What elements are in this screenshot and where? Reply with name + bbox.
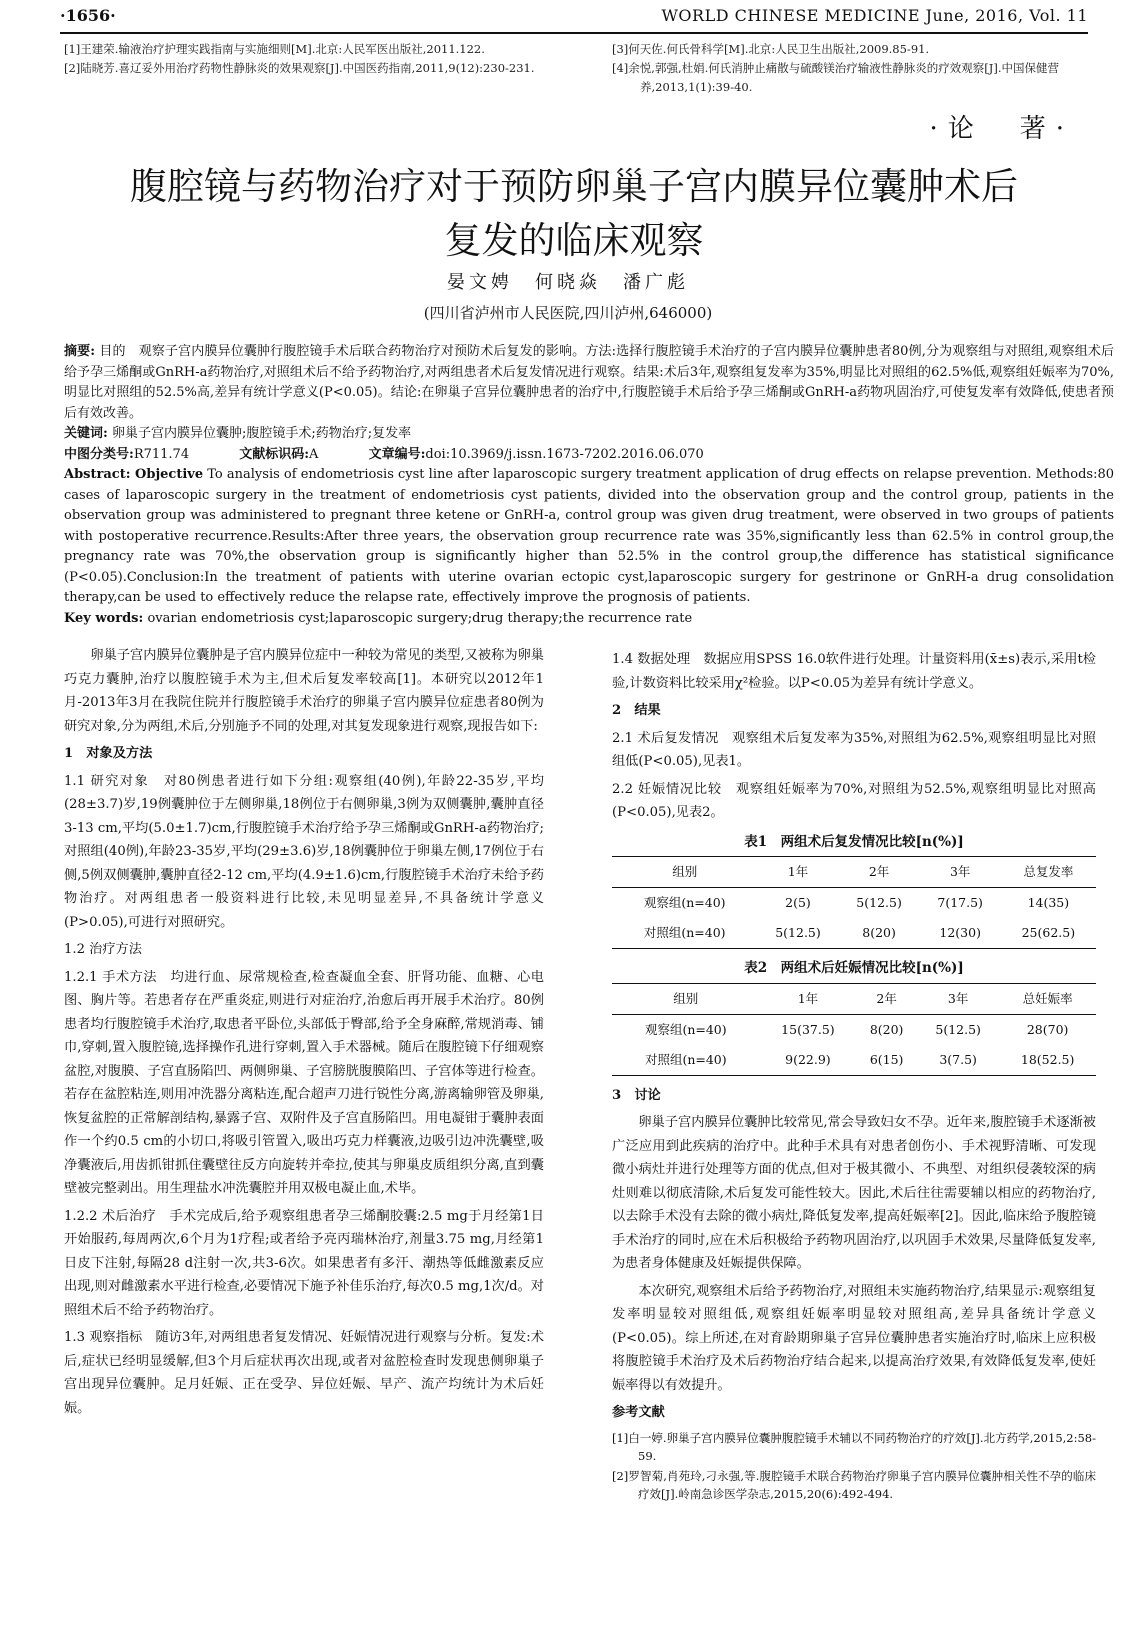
article-title [60,160,1088,268]
doc-code-value: A [309,446,319,462]
table-cell: 3(7.5) [939,1051,977,1067]
section-heading: 2 结果 [612,703,661,718]
recurrence-paragraph: 2.1 术后复发情况 观察组术后复发率为35%,对照组为62.5%,观察组明显比对照组低(P<0.05),见表1。 [612,730,1096,769]
table2-title: 表2 两组术后妊娠情况比较[n(%)] [744,960,964,976]
table-cell: 15(37.5) [781,1021,835,1037]
table-cell: 6(15) [869,1051,904,1067]
table1-title: 表1 两组术后复发情况比较[n(%)] [744,833,964,850]
table-cell: 25(62.5) [1021,925,1076,941]
clc-value: R711.74 [133,446,190,462]
reference-item: [2]陆晓芳.喜辽妥外用治疗药物性静脉炎的效果观察[J].中国医药指南,2011,9(12):230-231. [64,61,535,75]
table-row [612,888,1096,919]
journal-header: WORLD CHINESE MEDICINE June, 2016, Vol. 11 [661,6,1088,25]
reference-item: [3]何天佐.何氏骨科学[M].北京:人民卫生出版社,2009.85-91. [612,42,930,56]
abstract-en-label: Abstract: Objective [64,467,204,482]
table-header-cell: 1年 [797,990,819,1006]
abstract-cn [64,342,1114,424]
reference-item: [2]罗智菊,肖苑玲,刁永强,等.腹腔镜手术联合药物治疗卵巢子宫内膜异位囊肿相关性不孕的临床疗效[J].岭南急诊医学杂志,2015,20(6):492-494. [612,1468,1096,1501]
table-row [612,1045,1096,1076]
table-cell: 对照组(n=40) [643,925,726,941]
table-cell: 观察组(n=40) [643,895,726,911]
table-header-row [612,983,1096,1014]
reference-item: [1]王建荣.输液治疗护理实践指南与实施细则[M].北京:人民军医出版社,2011.122. [64,42,485,56]
previous-article-refs-left [64,40,564,78]
table-cell: 7(17.5) [937,895,983,911]
table-row [612,1014,1096,1045]
table-header-cell: 3年 [947,990,969,1006]
affiliation: (四川省泸州市人民医院,四川泸州,646000) [423,304,713,322]
discussion-paragraph: 本次研究,观察组术后给予药物治疗,对照组未实施药物治疗,结果显示:观察组复发率明显较对照组低,观察组妊娠率明显较对照组高,差异具备统计学意义(P<0.05)。综上所述,在对育龄期卵巢子宫异位囊肿患者实施治疗时,临床上应积极将腹腔镜手术治疗及术后药物治疗结合起来,以提高治疗效果,有效降低复发率,使妊娠率得以有效提升。 [612,1283,1096,1393]
authors: 晏文娉 何晓焱 潘广彪 [447,272,689,293]
table-header-cell: 1年 [787,864,809,880]
abstract-cn-label: 摘要: [64,344,96,359]
table-cell: 12(30) [939,925,981,941]
table-cell: 观察组(n=40) [644,1021,727,1037]
doc-code-label: 文献标识码: [239,446,310,462]
table2-pregnancy [612,983,1096,1076]
article-id-label: 文章编号: [368,446,426,462]
table-header-cell: 2年 [868,864,890,880]
discussion-paragraph: 卵巢子宫内膜异位囊肿比较常见,常会导致妇女不孕。近年来,腹腔镜手术逐渐被广泛应用到此疾病的治疗中。此种手术具有对患者创伤小、手术视野清晰、可发现微小病灶并进行处理等方面的优点,但对于极其微小、不典型、对组织侵袭较深的病灶则难以彻底清除,术后复发可能性较大。因此,术后往往需要辅以相应的药物治疗,以去除手术没有去除的微小病灶,降低复发率,提高妊娠率[2]。因此,临床给予腹腔镜手术治疗的同时,应在术后积极给予药物巩固治疗,以巩固手术效果,尽量降低复发率,为患者身体健康及妊娠提供保障。 [612,1115,1096,1271]
intro-paragraph: 卵巢子宫内膜异位囊肿是子宫内膜异位症中一种较为常见的类型,又被称为卵巢巧克力囊肿,治疗以腹腔镜手术为主,但术后复发率较高[1]。本研究以2012年1月-2013年3月在我院住院并行腹腔镜手术治疗的卵巢子宫内膜异位症患者80例为研究对象,分为两组,术后,分别施予不同的处理,对其复发现象进行观察,现报告如下: [64,648,544,734]
abstract-en-text: To analysis of endometriosis cyst line after laparoscopic surgery treatment application of drug effects on relapse prevention. Methods:80 cases of laparoscopic surgery in the treatment of endometriosis cyst patients, divided into the observation group and the control group, patients in the observation group was administered to pregnant three ketene or GnRH-a, control group was given drug treatment, were observed in two groups of patients with postoperative recurrence.Results:After three years, the observation group recurrence rate was 35%,significantly less than 62.5% in control group,the pregnancy rate was 70%,the observation group is significantly higher than 52.5% in the control group,the difference has statistical significance (P<0.05).Conclusion:In the treatment of patients with uterine ovarian ectopic cyst,laparoscopic surgery for gestrinone or GnRH-a drug consolidation therapy,can be used to effectively reduce the relapse rate, effectively improve the prognosis of patients. [64,467,1114,605]
section-tag: ·论 著· [929,114,1074,144]
keywords-cn-label: 关键词: [64,426,108,441]
pregnancy-paragraph: 2.2 妊娠情况比较 观察组妊娠率为70%,对照组为52.5%,观察组明显比对照高(P<0.05),见表2。 [612,781,1096,820]
surgery-method-paragraph: 1.2.1 手术方法 均进行血、尿常规检查,检查凝血全套、肝肾功能、血糖、心电图、胸片等。若患者存在严重炎症,则进行对症治疗,治愈后再开展手术治疗。80例患者均行腹腔镜手术治疗,取患者平卧位,头部低于臀部,给予全身麻醉,常规消毒、铺巾,穿刺,置入腹腔镜,选择操作孔进行穿刺,置入手术器械。随后在腹腔镜下仔细观察盆腔,对腹膜、子宫直肠陷凹、两侧卵巢、子宫膀胱腹膜陷凹、子宫体等进行检查。若存在盆腔粘连,则用冲洗器分离粘连,配合超声刀进行锐性分离,游离输卵管及卵巢,恢复盆腔的正常解剖结构,暴露子宫、双附件及子宫直肠陷凹。用电凝钳于囊肿表面作一个约0.5 cm的小切口,将吸引管置入,吸出巧克力样囊液,边吸引边冲洗囊壁,吸净囊液后,用齿抓钳抓住囊壁往反方向旋转并牵拉,使其与卵巢皮质组织分离,直到囊壁被完整剥出。用生理盐水冲洗囊腔并用双极电凝止血,术毕。 [64,969,544,1196]
references-heading: 参考文献 [612,1405,665,1420]
data-processing-paragraph: 1.4 数据处理 数据应用SPSS 16.0软件进行处理。计量资料用(x̄±s)表示,采用t检验,计数资料比较采用χ²检验。以P<0.05为差异有统计学意义。 [612,652,1096,691]
observation-index-paragraph: 1.3 观察指标 随访3年,对两组患者复发情况、妊娠情况进行观察与分析。复发:术后,症状已经明显缓解,但3个月后症状再次出现,或者对盆腔检查时发现患侧卵巢子宫出现异位囊肿。足月妊娠、正在受孕、异位妊娠、早产、流产均统计为术后妊娠。 [64,1330,544,1416]
abstract-block [64,342,1114,629]
keywords-cn-text: 卵巢子宫内膜异位囊肿;腹腔镜手术;药物治疗;复发率 [111,426,412,441]
article-id-value: doi:10.3969/j.issn.1673-7202.2016.06.070 [425,446,704,462]
clc-label: 中图分类号: [64,446,134,462]
classification-line [64,445,1114,466]
table-cell: 18(52.5) [1020,1051,1075,1067]
keywords-en-text: ovarian endometriosis cyst;laparoscopic surgery;drug therapy;the recurrence rate [147,610,693,626]
running-head [60,6,1088,32]
table-cell: 8(20) [869,1021,904,1037]
header-rule [60,32,1088,34]
subsection-heading: 1.2 治疗方法 [64,942,142,957]
table-cell: 9(22.9) [785,1051,831,1067]
keywords-en-label: Key words: [64,610,144,626]
abstract-cn-text: 目的 观察子宫内膜异位囊肿行腹腔镜手术后联合药物治疗对预防术后复发的影响。方法:选择行腹腔镜手术治疗的子宫内膜异位囊肿患者80例,分为观察组与对照组,观察组术后给予孕三烯酮或GnRH-a药物治疗,对照组术后不给予药物治疗,对两组患者术后复发情况进行观察。结果:术后3年,观察组复发率为35%,明显比对照组的62.5%低,观察组妊娠率为70%,明显比对照组的52.5%高,差异有统计学意义(P<0.05)。结论:在卵巢子宫异位囊肿患者的治疗中,行腹腔镜手术后给予孕三烯酮或GnRH-a药物巩固治疗,可使复发率有效降低,使患者预后有效改善。 [64,344,1114,421]
table-cell: 对照组(n=40) [644,1051,727,1067]
table-header-cell: 组别 [673,990,699,1006]
table-cell: 2(5) [785,895,811,911]
abstract-en [64,465,1114,609]
reference-item: [4]余悦,郭强,杜娟.何氏消肿止痛散与硫酸镁治疗输液性静脉炎的疗效观察[J].中国保健营养,2013,1(1):39-40. [612,61,1059,94]
table-header-cell: 总复发率 [1023,864,1074,880]
table-cell: 5(12.5) [856,895,902,911]
body-column-right [612,648,1096,1505]
table-header-cell: 组别 [672,864,698,880]
section-heading: 3 讨论 [612,1087,661,1103]
table-header-cell: 2年 [876,990,897,1006]
table-header-cell: 3年 [949,864,971,880]
table-cell: 5(12.5) [775,925,821,941]
reference-item: [1]白一婷.卵巢子宫内膜异位囊肿腹腔镜手术辅以不同药物治疗的疗效[J].北方药学,2015,2:58-59. [612,1430,1096,1463]
table-cell: 28(70) [1026,1021,1069,1037]
body-column-left [64,644,544,1424]
table1-recurrence [612,856,1096,949]
reference-list [612,1429,1096,1503]
table-cell: 5(12.5) [935,1021,981,1037]
page-number: ·1656· [60,6,116,25]
section-heading: 1 对象及方法 [64,746,153,761]
table-cell: 8(20) [862,925,896,941]
title-line: 复发的临床观察 [444,219,704,262]
postop-treatment-paragraph: 1.2.2 术后治疗 手术完成后,给予观察组患者孕三烯酮胶囊:2.5 mg于月经第1日开始服药,每周两次,6个月为1疗程;或者给予亮丙瑞林治疗,剂量3.75 mg,月经第1日皮下注射,每隔28 d注射一次,共3-6次。如果患者有多汗、潮热等低雌激素反应出现,则对雌激素水平进行检查,必要情况下施予补佳乐治疗,每次0.5 mg,1次/d。对照组术后不给予药物治疗。 [64,1208,544,1318]
table-header-cell: 总妊娠率 [1022,990,1073,1006]
table-header-row [612,857,1096,888]
subject-paragraph: 1.1 研究对象 对80例患者进行如下分组:观察组(40例),年龄22-35岁,平均(28±3.7)岁,19例囊肿位于左侧卵巢,18例位于右侧卵巢,3例为双侧囊肿,囊肿直径3-13 cm,平均(5.0±1.7)cm,行腹腔镜手术治疗给予孕三烯酮或GnRH-a药物治疗;对照组(40例),年龄23-35岁,平均(29±3.6)岁,18例囊肿位于卵巢左侧,17例位于右侧,5例双侧囊肿,囊肿直径2-12 cm,平均(4.9±1.6)cm,行腹腔镜手术治疗未给予药物治疗。对两组患者一般资料进行比较,未见明显差异,不具备统计学意义(P>0.05),可进行对照研究。 [64,773,544,930]
keywords-en [64,609,1114,630]
table-row [612,918,1096,949]
title-line: 腹腔镜与药物治疗对于预防卵巢子宫内膜异位囊肿术后 [130,165,1018,208]
keywords-cn [64,424,1114,445]
table-cell: 14(35) [1027,895,1070,911]
previous-article-refs-right [612,40,1112,97]
